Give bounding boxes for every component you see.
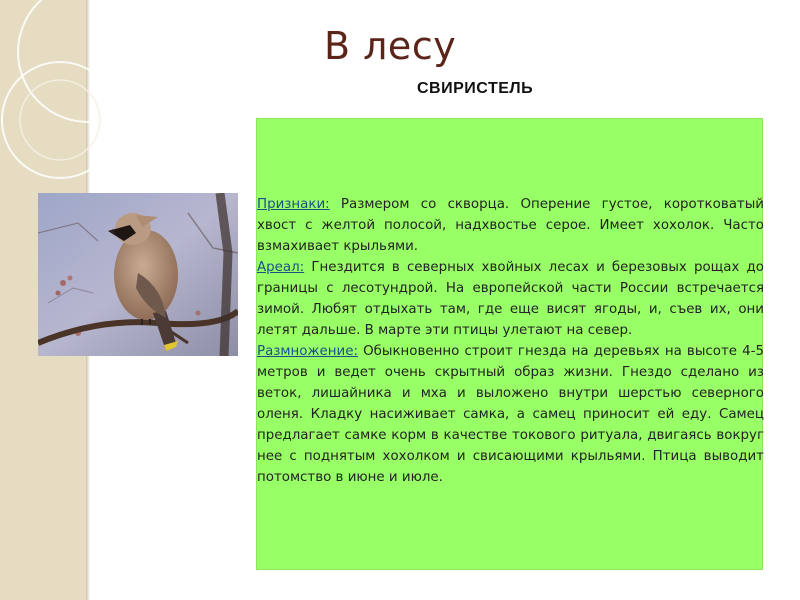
body-breeding: Обыкновенно строит гнезда на деревьях на высоте 4-5 метров и ведет очень скрытный образ жизни. Гнездо сделано из веток, лишайника и мха и выложено внутри шерстью северного оленя. Кладку насиживает самка, а самец приносит ей еду. Самец предлагает самке корм в качестве токового ритуала, двигаясь вокруг нее с поднятым хохолком и свисающими крыльями. Птица выводит потомство в июне и июле. <box>257 344 764 485</box>
description-box <box>256 118 763 570</box>
paragraph-signs <box>257 194 764 257</box>
slide-subtitle: СВИРИСТЕЛЬ <box>417 80 534 97</box>
body-range: Гнездится в северных хвойных лесах и березовых рощах до границы с лесотундрой. На европейской части России встречается зимой. Любят отдыхать там, где еще висят ягоды, и, съев их, они летят дальше. В марте эти птицы улетают на север. <box>257 260 764 338</box>
slide-title: В лесу <box>324 24 457 68</box>
label-range: Ареал: <box>257 260 305 275</box>
label-breeding: Размножение: <box>257 344 358 359</box>
paragraph-breeding <box>257 341 764 488</box>
bird-photo <box>38 193 238 356</box>
decorative-circles <box>0 0 120 220</box>
body-signs: Размером со скворца. Оперение густое, коротковатый хвост с желтой полосой, надхвостье серое. Имеет хохолок. Часто взмахивает крыльями. <box>257 197 764 254</box>
paragraph-range <box>257 257 764 341</box>
label-signs: Признаки: <box>257 197 330 212</box>
description-text <box>257 194 764 488</box>
